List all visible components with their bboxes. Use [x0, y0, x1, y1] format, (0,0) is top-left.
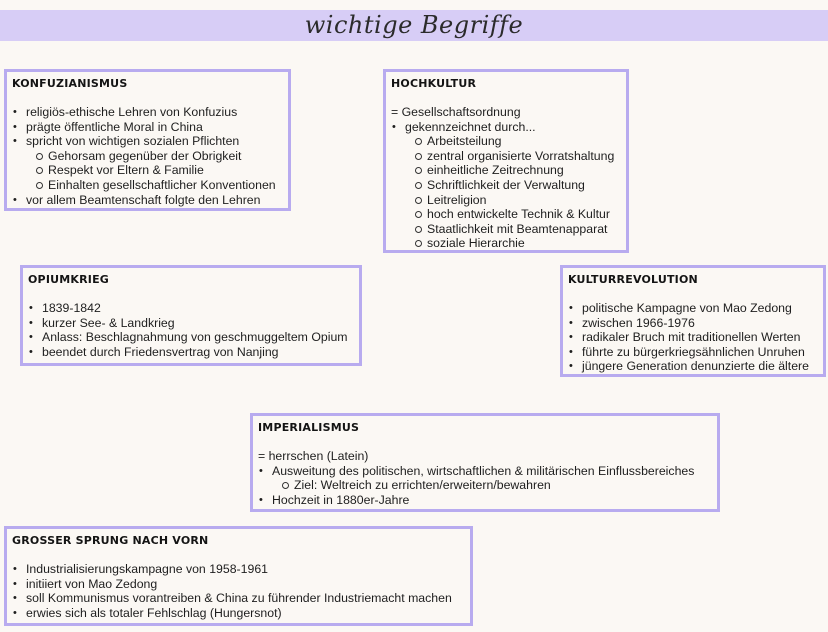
list-item — [253, 464, 717, 479]
sub-list-item — [386, 134, 626, 149]
box-title: OPIUMKRIEG — [28, 273, 110, 286]
list-item-text: = herrschen (Latein) — [258, 449, 369, 463]
bullet-icon: • — [259, 464, 263, 477]
box-lines — [7, 105, 288, 207]
list-item-text: Leitreligion — [427, 192, 487, 207]
list-item — [7, 120, 288, 135]
sub-list-item — [7, 163, 288, 178]
list-item-text: politische Kampagne von Mao Zedong — [582, 301, 792, 315]
list-item — [23, 330, 359, 345]
bullet-icon: • — [569, 360, 573, 373]
sub-list-item — [386, 207, 626, 222]
list-item — [563, 359, 823, 374]
list-item-text: kurzer See- & Landkrieg — [42, 315, 175, 330]
bullet-icon: • — [569, 302, 573, 314]
circle-bullet-icon — [36, 167, 43, 174]
box-title: HOCHKULTUR — [391, 77, 477, 90]
list-item-text: Anlass: Beschlagnahmung von geschmuggeltem Opium — [42, 330, 348, 345]
list-item-text: beendet durch Friedensvertrag von Nanjing — [42, 344, 279, 359]
list-item-text: Hochzeit in 1880er-Jahre — [272, 492, 410, 507]
list-item-text: Einhalten gesellschaftlicher Konventionen — [48, 177, 276, 192]
box-lines — [7, 562, 470, 620]
box-lines — [23, 301, 359, 359]
list-item — [23, 316, 359, 331]
list-item-text: Staatlichkeit mit Beamtenapparat — [427, 221, 608, 236]
bullet-icon: • — [29, 345, 33, 358]
circle-bullet-icon — [282, 482, 289, 489]
sub-list-item — [7, 178, 288, 193]
sub-list-item — [386, 222, 626, 237]
circle-bullet-icon — [36, 182, 43, 189]
bullet-icon: • — [13, 120, 17, 133]
sub-list-item — [386, 149, 626, 164]
list-item-text: soll Kommunismus vorantreiben & China zu führender Industriemacht machen — [26, 591, 452, 606]
definition-line — [253, 449, 717, 464]
list-item-text: einheitliche Zeitrechnung — [427, 163, 564, 178]
bullet-icon: • — [29, 316, 33, 329]
list-item-text: Ziel: Weltreich zu errichten/erweitern/bewahren — [294, 478, 551, 493]
list-item-text: Respekt vor Eltern & Familie — [48, 163, 204, 178]
box-lines — [253, 449, 717, 507]
circle-bullet-icon — [415, 197, 422, 204]
bullet-icon: • — [13, 193, 17, 206]
bullet-icon: • — [29, 331, 33, 344]
circle-bullet-icon — [415, 153, 422, 160]
circle-bullet-icon — [36, 153, 43, 160]
list-item-text: zentral organisierte Vorratshaltung — [427, 148, 615, 163]
bullet-icon: • — [569, 316, 573, 329]
list-item — [7, 193, 288, 208]
list-item-text: führte zu bürgerkriegsähnlichen Unruhen — [582, 344, 805, 359]
circle-bullet-icon — [415, 182, 422, 189]
list-item-text: Industrialisierungskampagne von 1958-1961 — [26, 562, 268, 576]
list-item-text: prägte öffentliche Moral in China — [26, 119, 203, 134]
box-title: KULTURREVOLUTION — [568, 273, 698, 286]
box-lines — [563, 301, 823, 374]
circle-bullet-icon — [415, 240, 422, 247]
circle-bullet-icon — [415, 211, 422, 218]
box-hochkultur — [383, 69, 629, 253]
list-item-text: initiiert von Mao Zedong — [26, 576, 158, 591]
list-item — [563, 316, 823, 331]
list-item-text: spricht von wichtigen sozialen Pflichten — [26, 134, 240, 149]
bullet-icon: • — [13, 135, 17, 148]
page-title: wichtige Begriffe — [304, 11, 524, 39]
bullet-icon: • — [13, 606, 17, 619]
box-imperialismus — [250, 413, 720, 512]
list-item — [23, 345, 359, 360]
list-item — [7, 577, 470, 592]
circle-bullet-icon — [415, 167, 422, 174]
list-item — [563, 330, 823, 345]
list-item — [7, 134, 288, 149]
list-item — [7, 562, 470, 577]
sub-list-item — [386, 193, 626, 208]
list-item-text: Gehorsam gegenüber der Obrigkeit — [48, 148, 242, 163]
list-item-text: 1839-1842 — [42, 301, 101, 315]
list-item-text: hoch entwickelte Technik & Kultur — [427, 207, 610, 222]
box-konfuzianismus — [4, 69, 291, 211]
list-item-text: Arbeitsteilung — [427, 134, 502, 149]
circle-bullet-icon — [415, 138, 422, 145]
box-title: IMPERIALISMUS — [258, 421, 360, 434]
bullet-icon: • — [392, 120, 396, 133]
circle-bullet-icon — [415, 226, 422, 233]
list-item-text: gekennzeichnet durch... — [405, 119, 536, 134]
box-lines — [386, 105, 626, 251]
list-item — [253, 493, 717, 508]
list-item — [7, 105, 288, 120]
list-item-text: = Gesellschaftsordnung — [391, 105, 521, 119]
list-item-text: erwies sich als totaler Fehlschlag (Hungersnot) — [26, 605, 282, 620]
sub-list-item — [7, 149, 288, 164]
bullet-icon: • — [29, 302, 33, 314]
list-item — [7, 606, 470, 621]
list-item-text: zwischen 1966-1976 — [582, 315, 695, 330]
box-grosser-sprung — [4, 526, 473, 626]
list-item — [23, 301, 359, 316]
bullet-icon: • — [13, 563, 17, 575]
box-title: GROSSER SPRUNG NACH VORN — [12, 534, 209, 547]
list-item-text: radikaler Bruch mit traditionellen Werten — [582, 330, 801, 345]
sub-list-item — [253, 478, 717, 493]
list-item — [563, 345, 823, 360]
box-title: KONFUZIANISMUS — [12, 77, 128, 90]
bullet-icon: • — [13, 106, 17, 118]
bullet-icon: • — [569, 345, 573, 358]
list-item — [563, 301, 823, 316]
bullet-icon: • — [13, 577, 17, 590]
bullet-icon: • — [13, 592, 17, 605]
list-item-text: soziale Hierarchie — [427, 236, 525, 251]
list-item — [386, 120, 626, 135]
sub-list-item — [386, 178, 626, 193]
list-item-text: vor allem Beamtenschaft folgte den Lehren — [26, 192, 261, 207]
bullet-icon: • — [569, 331, 573, 344]
bullet-icon: • — [259, 493, 263, 506]
list-item-text: jüngere Generation denunzierte die ältere — [582, 359, 809, 374]
box-opiumkrieg — [20, 265, 362, 366]
list-item — [7, 591, 470, 606]
sub-list-item — [386, 236, 626, 251]
list-item-text: religiös-ethische Lehren von Konfuzius — [26, 105, 238, 119]
list-item-text: Schriftlichkeit der Verwaltung — [427, 177, 585, 192]
definition-line — [386, 105, 626, 120]
list-item-text: Ausweitung des politischen, wirtschaftlichen & militärischen Einflussbereiches — [272, 463, 695, 478]
box-kulturrevolution — [560, 265, 826, 377]
sub-list-item — [386, 163, 626, 178]
